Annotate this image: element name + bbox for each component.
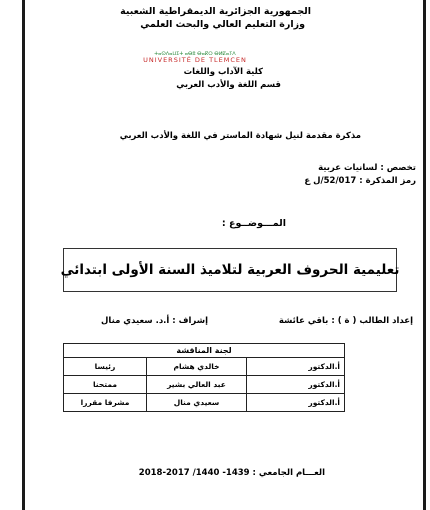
specialty-line: تخصص : لسانيات عربية xyxy=(318,163,416,173)
memo-title-box xyxy=(60,248,400,292)
logo-tifinagh-name: ⵜⴰⵙⴷⴰⵡⵉⵜ ⴰⴱⵓ ⴱⴰⴽⵔ ⴱⵍⵇⴰⵢⴷ xyxy=(154,51,236,57)
table-row xyxy=(64,376,345,394)
table-row xyxy=(64,358,345,376)
logo-french-name: UNIVERSITÉ DE TLEMCEN xyxy=(143,56,247,63)
university-logo xyxy=(70,33,320,63)
republic-line: الجمهورية الجزائرية الديمقراطية الشعبية xyxy=(120,6,311,17)
academic-year-line: العـــام الجامعي : 1439- 1440/ 2017-2018 xyxy=(138,468,325,478)
table-row xyxy=(64,394,345,412)
student-line: إعداد الطالب ( ة ) : باقي عائشة xyxy=(278,316,413,326)
memo-code-line: رمز المذكرة : 52/017/ل ع xyxy=(304,176,416,186)
jury-name: سعيدي منال xyxy=(147,394,247,412)
jury-title: أ.الدكتور xyxy=(247,358,345,376)
supervisor-line: إشراف : أ.د. سعيدي منال xyxy=(101,316,208,326)
memo-subtitle: مذكرة مقدمة لنيل شهادة الماستر في اللغة والأدب العربي xyxy=(119,131,361,141)
jury-role: رئيسا xyxy=(64,358,147,376)
subject-label: المـــوضــوع : xyxy=(221,218,286,229)
ministry-line: وزارة التعليم العالي والبحث العلمي xyxy=(140,19,305,30)
jury-table xyxy=(63,343,345,412)
jury-heading: لجنة المناقشة xyxy=(64,344,345,358)
jury-name: عبد العالي بشير xyxy=(147,376,247,394)
faculty-line: كلية الآداب واللغات xyxy=(183,67,263,77)
jury-name: خالدي هشام xyxy=(147,358,247,376)
jury-title: أ.الدكتور xyxy=(247,376,345,394)
memo-title: تعليمية الحروف العربية لتلاميذ السنة الأولى ابتدائي xyxy=(60,262,400,278)
document-page xyxy=(22,0,426,510)
jury-role: ممتحنا xyxy=(64,376,147,394)
jury-role: مشرفا مقررا xyxy=(64,394,147,412)
jury-title: أ.الدكتور xyxy=(247,394,345,412)
department-line: قسم اللغة والأدب العربي xyxy=(176,80,281,90)
